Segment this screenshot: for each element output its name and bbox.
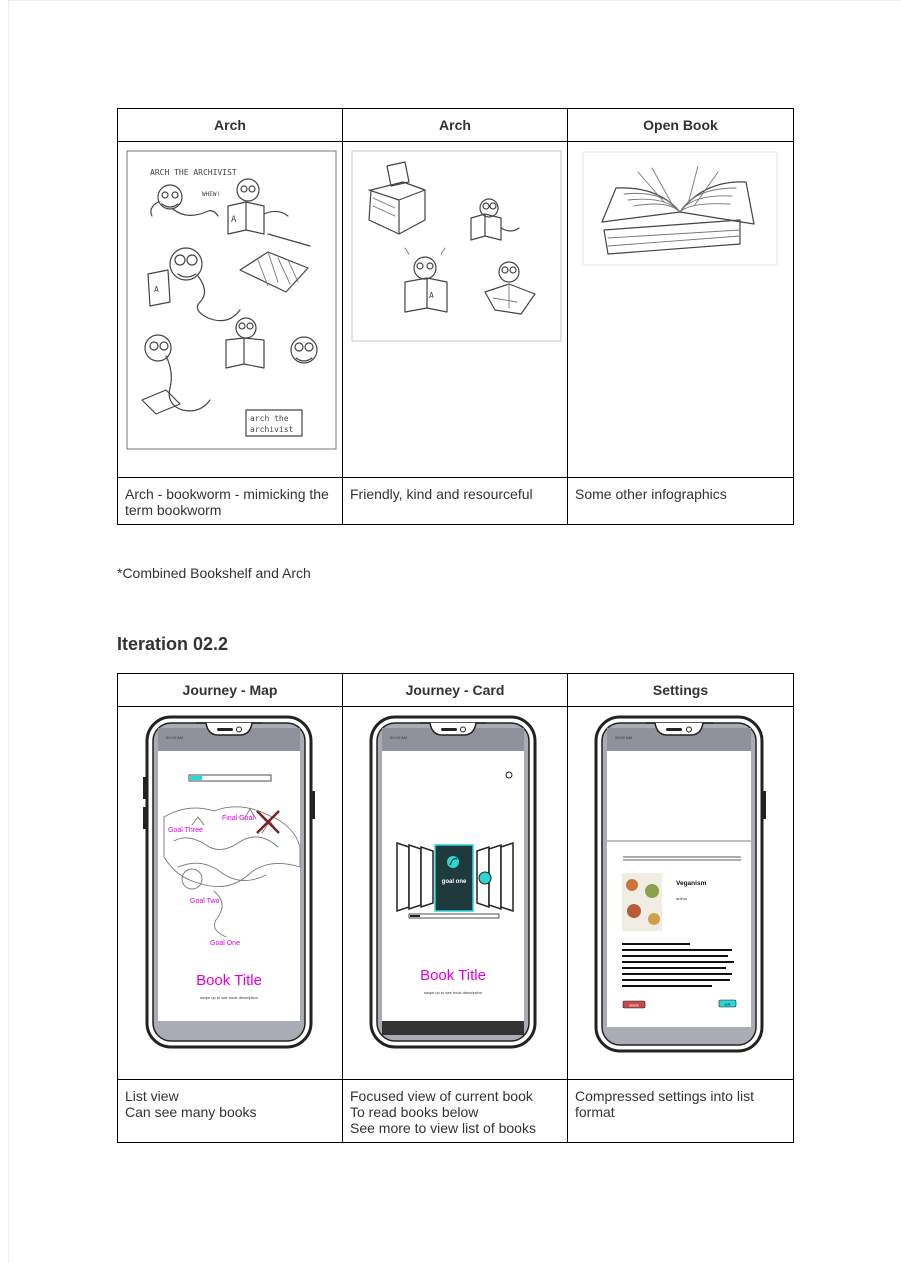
- book-author: author: [676, 896, 688, 901]
- edit-button-label: edit: [724, 1002, 731, 1007]
- arch-character-sketch: [118, 142, 342, 477]
- goal-label-one: Goal One: [210, 940, 240, 947]
- caption-line: Can see many books: [125, 1104, 257, 1120]
- iteration-wireframe-table: [117, 673, 794, 1143]
- settings-phone: [568, 707, 793, 1079]
- caption-line: format: [575, 1104, 615, 1120]
- open-book-sketch-cell: [568, 142, 794, 478]
- progress-fill: [190, 776, 202, 780]
- table1-header-1: Arch: [118, 109, 343, 142]
- table1-caption-1: [118, 478, 343, 525]
- table2-caption-1: [118, 1080, 343, 1143]
- combined-note: *Combined Bookshelf and Arch: [117, 565, 311, 581]
- book-title[interactable]: Book Title: [196, 972, 262, 989]
- next-card-button[interactable]: [479, 872, 491, 884]
- caption-line: term bookworm: [125, 502, 222, 518]
- goal-label-three: Goal Three: [168, 827, 203, 834]
- book-title[interactable]: Book Title: [420, 967, 486, 984]
- swipe-hint: swipe up to see book description: [423, 990, 483, 995]
- goal-card-carousel[interactable]: [397, 843, 513, 918]
- settings-cell: [568, 707, 794, 1080]
- table2-header-1: Journey - Map: [118, 674, 343, 707]
- caption-line: Some other infographics: [575, 486, 727, 502]
- section-heading: Iteration 02.2: [117, 634, 229, 654]
- table2-header-2: Journey - Card: [343, 674, 568, 707]
- book-letter: A: [231, 215, 237, 225]
- signature-line-2: archivist: [250, 425, 294, 434]
- caption-line: Compressed settings into list: [575, 1088, 754, 1104]
- caption-line: See more to view list of books: [350, 1120, 536, 1136]
- journey-map-phone: [118, 707, 342, 1079]
- table2-caption-2: [343, 1080, 568, 1143]
- goal-label-two: Goal Two: [190, 898, 220, 905]
- journey-card-phone: [343, 707, 567, 1079]
- carousel-scrollbar[interactable]: [409, 914, 499, 918]
- goal-label-final: Final Goal: [222, 815, 254, 822]
- table1-caption-2: [343, 478, 568, 525]
- delete-button-label: delete: [629, 1003, 639, 1008]
- goal-card-label: goal one: [441, 879, 467, 885]
- book-cover-image: [622, 873, 662, 931]
- goal-card-active[interactable]: [435, 845, 473, 911]
- status-time: 09:02 AM: [390, 735, 407, 740]
- swipe-hint: swipe up to see book description: [199, 995, 259, 1000]
- table1-caption-3: [568, 478, 794, 525]
- journey-map-cell: [118, 707, 343, 1080]
- sketch-title-text: ARCH THE ARCHIVIST: [150, 168, 237, 177]
- book-letter-3: A: [429, 291, 434, 300]
- book-name: Veganism: [676, 880, 707, 887]
- arch-ink-and-books-sketch: [343, 142, 567, 477]
- caption-line: Arch - bookworm - mimicking the: [125, 486, 329, 502]
- open-book-sketch-large: [568, 142, 793, 477]
- caption-line: Friendly, kind and resourceful: [350, 486, 533, 502]
- book-letter-2: A: [154, 285, 159, 294]
- caption-line: To read books below: [350, 1104, 479, 1120]
- arch-book-sketch-cell: [343, 142, 568, 478]
- table2-header-3: Settings: [568, 674, 794, 707]
- table1-header-3: Open Book: [568, 109, 794, 142]
- arch-sketch-sheet-cell: [118, 142, 343, 478]
- caption-line: List view: [125, 1088, 179, 1104]
- journey-card-cell: [343, 707, 568, 1080]
- signature-line-1: arch the: [250, 414, 289, 423]
- progress-bar: [189, 775, 271, 781]
- status-time: 09:02 AM: [166, 735, 183, 740]
- status-time: 09:02 AM: [615, 735, 632, 740]
- table1-header-2: Arch: [343, 109, 568, 142]
- table2-caption-3: [568, 1080, 794, 1143]
- sketch-exclaim-text: WHEW!: [202, 191, 221, 198]
- concept-sketch-table: [117, 108, 794, 525]
- caption-line: Focused view of current book: [350, 1088, 533, 1104]
